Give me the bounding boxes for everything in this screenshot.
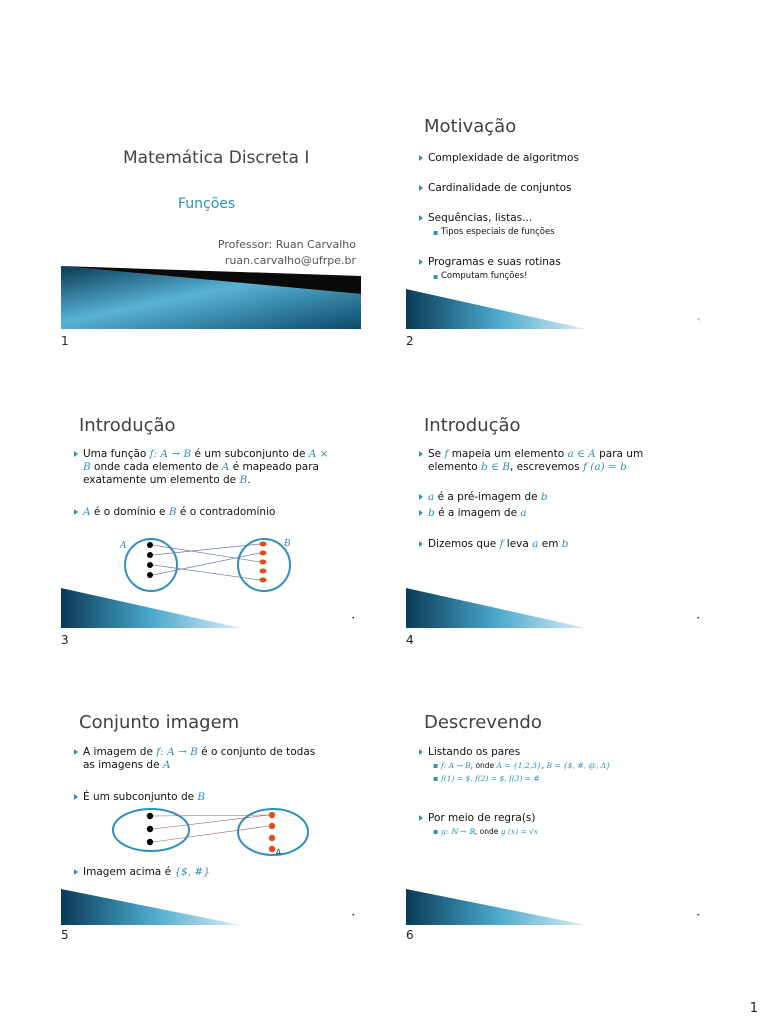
bullet-arrow-icon bbox=[74, 749, 78, 755]
set-b-dot bbox=[269, 823, 275, 829]
slide-number: 2 bbox=[406, 334, 414, 348]
footer-band bbox=[406, 588, 706, 628]
image-diagram bbox=[111, 806, 311, 856]
slide-title: Introdução bbox=[79, 415, 176, 436]
slide-title: Conjunto imagem bbox=[79, 712, 240, 733]
set-b-label: B bbox=[284, 539, 291, 549]
bullet: Complexidade de algoritmos bbox=[428, 152, 579, 165]
bullet-arrow-icon bbox=[74, 869, 78, 875]
set-b-dot bbox=[260, 569, 267, 574]
professor-email: ruan.carvalho@ufrpe.br bbox=[224, 254, 356, 267]
slide-2 bbox=[406, 104, 706, 329]
slide-6 bbox=[406, 700, 706, 925]
sub-bullet: ▪ Computam funções! bbox=[433, 271, 528, 281]
bullet-arrow-icon bbox=[419, 451, 423, 457]
bullet: Se f mapeia um elemento a ∈ A para um elemento b ∈ B, escrevemos f (a) = b bbox=[428, 448, 693, 474]
set-a-label: A bbox=[120, 541, 127, 551]
page-number: 1 bbox=[749, 1001, 758, 1016]
slide-1 bbox=[61, 104, 361, 329]
bullet: A é o domínio e B é o contradomínio bbox=[83, 506, 275, 519]
set-b-dot bbox=[260, 542, 267, 547]
bullet-arrow-icon bbox=[419, 541, 423, 547]
bullet: Sequências, listas... bbox=[428, 212, 532, 225]
bullet: Imagem acima é {$, #} bbox=[83, 866, 210, 879]
set-a-dot bbox=[147, 562, 153, 568]
bullet: A imagem de f: A → B é o conjunto de todas as imagens de A bbox=[83, 746, 348, 772]
footer-band bbox=[61, 588, 361, 628]
bullet-arrow-icon bbox=[419, 749, 423, 755]
slide-number: 1 bbox=[61, 334, 69, 348]
sub-bullet: ▪ g: ℕ → ℝ, onde g (x) = √x bbox=[433, 827, 539, 836]
slide-number: 6 bbox=[406, 928, 414, 942]
bullet-arrow-icon bbox=[419, 494, 423, 500]
professor-name: Professor: Ruan Carvalho bbox=[217, 238, 356, 251]
slide-mark: • bbox=[351, 912, 355, 919]
bullet-arrow-icon bbox=[419, 815, 423, 821]
slide-title: Matemática Discreta I bbox=[123, 148, 310, 168]
bullet-arrow-icon bbox=[74, 794, 78, 800]
footer-band bbox=[406, 289, 706, 329]
slide-title: Introdução bbox=[424, 415, 521, 436]
bullet-arrow-icon bbox=[419, 215, 423, 221]
slide-3 bbox=[61, 403, 361, 628]
slide-mark: • bbox=[351, 615, 355, 622]
sub-bullet: ▪ f(1) = $, f(2) = $, f(3) = # bbox=[433, 774, 540, 783]
set-a-dot bbox=[147, 839, 153, 845]
set-a-dot bbox=[147, 813, 153, 819]
bullet-arrow-icon bbox=[419, 510, 423, 516]
slide-mark: • bbox=[696, 912, 700, 919]
slide-number: 4 bbox=[406, 633, 414, 647]
set-b-dot bbox=[260, 560, 267, 565]
set-a-dot bbox=[147, 542, 153, 548]
bullet: Listando os pares bbox=[428, 746, 520, 759]
bullet: Uma função f: A → B é um subconjunto de A × B onde cada elemento de A é mapeado para exatamente um elemento de B. bbox=[83, 448, 348, 487]
set-a-dot bbox=[147, 572, 153, 578]
set-b-dot bbox=[269, 835, 275, 841]
slide-5 bbox=[61, 700, 361, 925]
footer-band bbox=[61, 266, 361, 329]
bullet: b é a imagem de a bbox=[428, 507, 527, 520]
set-b-ellipse bbox=[238, 539, 290, 591]
set-b-dot bbox=[269, 846, 275, 852]
footer-band bbox=[61, 889, 361, 925]
bullet: Cardinalidade de conjuntos bbox=[428, 182, 572, 195]
sub-bullet: ▪ Tipos especiais de funções bbox=[433, 227, 555, 237]
set-b-dot bbox=[269, 812, 275, 818]
bullet-arrow-icon bbox=[419, 259, 423, 265]
bullet-arrow-icon bbox=[419, 185, 423, 191]
bullet: Dizemos que f leva a em b bbox=[428, 538, 569, 551]
slide-mark: ‹ bbox=[697, 316, 700, 323]
bullet-arrow-icon bbox=[74, 509, 78, 515]
set-b-dot bbox=[260, 551, 267, 556]
bullet: a é a pré-imagem de b bbox=[428, 491, 548, 504]
function-diagram bbox=[116, 533, 301, 593]
delta-label: Δ bbox=[276, 848, 281, 856]
slide-title: Descrevendo bbox=[424, 712, 542, 733]
set-a-dot bbox=[147, 552, 153, 558]
bullet-arrow-icon bbox=[74, 451, 78, 457]
slide-number: 5 bbox=[61, 928, 69, 942]
mapping-arrows bbox=[153, 815, 269, 842]
sub-bullet: ▪ f: A → B, onde A = {1,2,3}, B = {$, #, @, Δ} bbox=[433, 761, 611, 770]
bullet-arrow-icon bbox=[419, 155, 423, 161]
slide-4 bbox=[406, 403, 706, 628]
bullet: Por meio de regra(s) bbox=[428, 812, 536, 825]
set-b-dot bbox=[260, 578, 267, 583]
slide-mark: • bbox=[696, 615, 700, 622]
bullet: Programas e suas rotinas bbox=[428, 256, 561, 269]
bullet: É um subconjunto de B bbox=[83, 791, 205, 804]
slide-title: Motivação bbox=[424, 116, 517, 137]
slide-subtitle: Funções bbox=[178, 196, 236, 212]
footer-band bbox=[406, 889, 706, 925]
slide-number: 3 bbox=[61, 633, 69, 647]
set-a-dot bbox=[147, 826, 153, 832]
